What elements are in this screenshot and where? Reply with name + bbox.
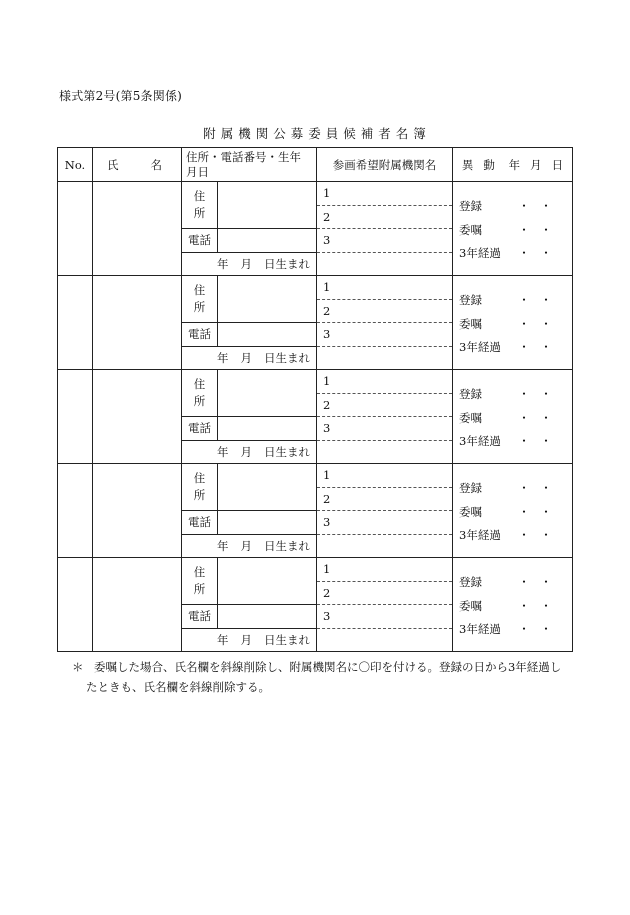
address-label-2: 所 [193,582,206,596]
organization-2[interactable] [317,581,453,605]
history-label: 委嘱 [459,316,482,331]
date-dots [513,195,557,219]
address-label [182,370,218,417]
footnote-mark: ＊ [72,660,84,674]
date-dot: ・ [518,340,530,355]
date-dot: ・ [540,481,552,496]
birth-year-label: 年 [217,256,229,271]
candidate-row [58,464,573,488]
address-label-2: 所 [193,300,206,314]
history-line [459,595,572,619]
header-row [58,148,573,182]
date-dot: ・ [540,293,552,308]
candidate-register-table [57,147,573,652]
date-dot: ・ [540,246,552,261]
organization-number: 3 [323,233,331,248]
date-dot: ・ [540,199,552,214]
candidate-row [58,276,573,300]
footnote [72,657,577,697]
organization-1[interactable] [317,276,453,300]
address-field[interactable] [218,276,317,323]
name-cell[interactable] [93,464,182,558]
address-label-1: 住 [193,189,206,203]
history-cell [453,558,573,652]
no-cell[interactable] [58,370,93,464]
date-dots [513,430,557,454]
header-address [182,148,317,182]
phone-label: 電話 [182,229,218,253]
organization-number: 2 [323,397,331,412]
date-dot: ・ [518,199,530,214]
organization-number: 1 [323,186,331,201]
no-cell[interactable] [58,276,93,370]
date-dots [513,571,557,595]
history-label: 登録 [459,293,482,308]
history-label: 委嘱 [459,410,482,425]
date-dot: ・ [518,528,530,543]
history-label: 委嘱 [459,598,482,613]
history-cell [453,370,573,464]
address-label-1: 住 [193,471,206,485]
birth-year-label: 年 [217,632,229,647]
organization-3[interactable] [317,605,453,629]
history-label: 委嘱 [459,222,482,237]
history-line [459,336,572,360]
history-line [459,430,572,454]
address-field[interactable] [218,464,317,511]
name-cell[interactable] [93,182,182,276]
history-line [459,524,572,548]
phone-field[interactable] [218,323,317,347]
no-cell[interactable] [58,182,93,276]
date-dot: ・ [518,622,530,637]
address-label-1: 住 [193,283,206,297]
footnote-line1: 委嘱した場合、氏名欄を斜線削除し、附属機関名に〇印を付ける。登録の日から3年経過し [94,660,562,674]
name-cell[interactable] [93,558,182,652]
header-history-day: 日 [551,157,564,172]
header-address-line1: 住所・電話番号・生年 [186,149,301,164]
phone-field[interactable] [218,229,317,253]
organization-blank[interactable] [317,440,453,464]
history-label: 登録 [459,387,482,402]
header-history [453,148,573,182]
date-dot: ・ [518,481,530,496]
organization-number: 3 [323,327,331,342]
header-no: No. [58,148,93,182]
birth-year-label: 年 [217,350,229,365]
organization-number: 1 [323,280,331,295]
header-name [93,148,182,182]
history-line [459,618,572,642]
history-line [459,289,572,313]
date-dot: ・ [540,504,552,519]
organization-1[interactable] [317,182,453,206]
footnote-line2: たときも、氏名欄を斜線削除する。 [86,680,270,694]
history-line [459,219,572,243]
phone-field[interactable] [218,605,317,629]
address-field[interactable] [218,370,317,417]
birth-year-label: 年 [217,538,229,553]
header-history-2: 動 [483,157,495,172]
history-label: 3年経過 [459,622,501,637]
history-label: 3年経過 [459,340,501,355]
header-address-line2: 月日 [186,164,209,179]
history-cell [453,182,573,276]
address-label [182,464,218,511]
date-dot: ・ [540,316,552,331]
organization-number: 3 [323,609,331,624]
form-number: 様式第2号(第5条関係) [59,89,183,103]
date-dot: ・ [540,598,552,613]
address-field[interactable] [218,182,317,229]
birth-month-label: 月 [240,256,252,271]
organization-number: 1 [323,374,331,389]
date-dot: ・ [540,222,552,237]
birth-month-label: 月 [240,350,252,365]
organization-number: 1 [323,468,331,483]
organization-blank[interactable] [317,346,453,370]
phone-label: 電話 [182,605,218,629]
date-dots [513,336,557,360]
phone-label: 電話 [182,511,218,535]
date-dot: ・ [540,528,552,543]
organization-2[interactable] [317,205,453,229]
candidate-row [58,370,573,394]
address-field[interactable] [218,558,317,605]
phone-field[interactable] [218,511,317,535]
date-dot: ・ [518,387,530,402]
organization-3[interactable] [317,511,453,535]
header-history-year: 年 [508,157,521,172]
date-dot: ・ [540,575,552,590]
address-label [182,558,218,605]
birth-day-label: 日生まれ [264,350,310,365]
history-line [459,195,572,219]
header-organization: 参画希望附属機関名 [317,148,453,182]
date-dots [513,407,557,431]
organization-number: 1 [323,562,331,577]
candidate-row [58,558,573,582]
date-dot: ・ [518,598,530,613]
address-label-2: 所 [193,488,206,502]
birth-year-label: 年 [217,444,229,459]
organization-3[interactable] [317,417,453,441]
date-dots [513,618,557,642]
address-label-1: 住 [193,377,206,391]
address-label-2: 所 [193,206,206,220]
birthdate-field[interactable] [182,628,317,652]
organization-2[interactable] [317,393,453,417]
birth-month-label: 月 [240,444,252,459]
date-dot: ・ [518,222,530,237]
organization-1[interactable] [317,464,453,488]
organization-blank[interactable] [317,252,453,276]
date-dots [513,595,557,619]
date-dot: ・ [540,410,552,425]
organization-3[interactable] [317,229,453,253]
organization-number: 3 [323,421,331,436]
header-name-2: 名 [150,157,162,172]
address-label-2: 所 [193,394,206,408]
birth-month-label: 月 [240,538,252,553]
organization-1[interactable] [317,370,453,394]
date-dot: ・ [518,246,530,261]
organization-number: 2 [323,303,331,318]
organization-number: 2 [323,491,331,506]
history-line [459,313,572,337]
candidate-row [58,182,573,206]
header-history-1: 異 [461,157,474,172]
history-line [459,571,572,595]
history-line [459,242,572,266]
organization-number: 3 [323,515,331,530]
date-dot: ・ [518,410,530,425]
history-label: 登録 [459,575,482,590]
history-label: 3年経過 [459,434,501,449]
header-history-month: 月 [530,157,542,172]
phone-label: 電話 [182,417,218,441]
birth-day-label: 日生まれ [264,444,310,459]
birth-month-label: 月 [240,632,252,647]
history-cell [453,276,573,370]
organization-2[interactable] [317,487,453,511]
history-label: 登録 [459,481,482,496]
register-body [58,182,573,652]
birthdate-field[interactable] [182,534,317,558]
phone-label: 電話 [182,323,218,347]
date-dots [513,219,557,243]
history-label: 登録 [459,199,482,214]
date-dot: ・ [540,340,552,355]
birthdate-field[interactable] [182,252,317,276]
date-dot: ・ [518,434,530,449]
date-dots [513,383,557,407]
address-label [182,276,218,323]
date-dots [513,313,557,337]
address-label-1: 住 [193,565,206,579]
date-dot: ・ [518,504,530,519]
date-dot: ・ [540,434,552,449]
date-dots [513,524,557,548]
history-line [459,383,572,407]
history-label: 委嘱 [459,504,482,519]
date-dots [513,477,557,501]
document-title: 附属機関公募委員候補者名簿 [203,126,431,141]
organization-3[interactable] [317,323,453,347]
no-cell[interactable] [58,464,93,558]
date-dots [513,289,557,313]
address-label [182,182,218,229]
date-dot: ・ [518,293,530,308]
date-dots [513,242,557,266]
history-label: 3年経過 [459,528,501,543]
birthdate-field[interactable] [182,440,317,464]
date-dot: ・ [518,316,530,331]
organization-number: 2 [323,585,331,600]
history-cell [453,464,573,558]
organization-blank[interactable] [317,534,453,558]
organization-1[interactable] [317,558,453,582]
date-dots [513,501,557,525]
birthdate-field[interactable] [182,346,317,370]
birth-day-label: 日生まれ [264,632,310,647]
organization-number: 2 [323,209,331,224]
organization-blank[interactable] [317,628,453,652]
name-cell[interactable] [93,370,182,464]
date-dot: ・ [540,387,552,402]
header-name-1: 氏 [107,157,119,172]
organization-2[interactable] [317,299,453,323]
date-dot: ・ [540,622,552,637]
birth-day-label: 日生まれ [264,538,310,553]
history-line [459,501,572,525]
phone-field[interactable] [218,417,317,441]
history-line [459,407,572,431]
birth-day-label: 日生まれ [264,256,310,271]
no-cell[interactable] [58,558,93,652]
history-label: 3年経過 [459,246,501,261]
history-line [459,477,572,501]
name-cell[interactable] [93,276,182,370]
date-dot: ・ [518,575,530,590]
